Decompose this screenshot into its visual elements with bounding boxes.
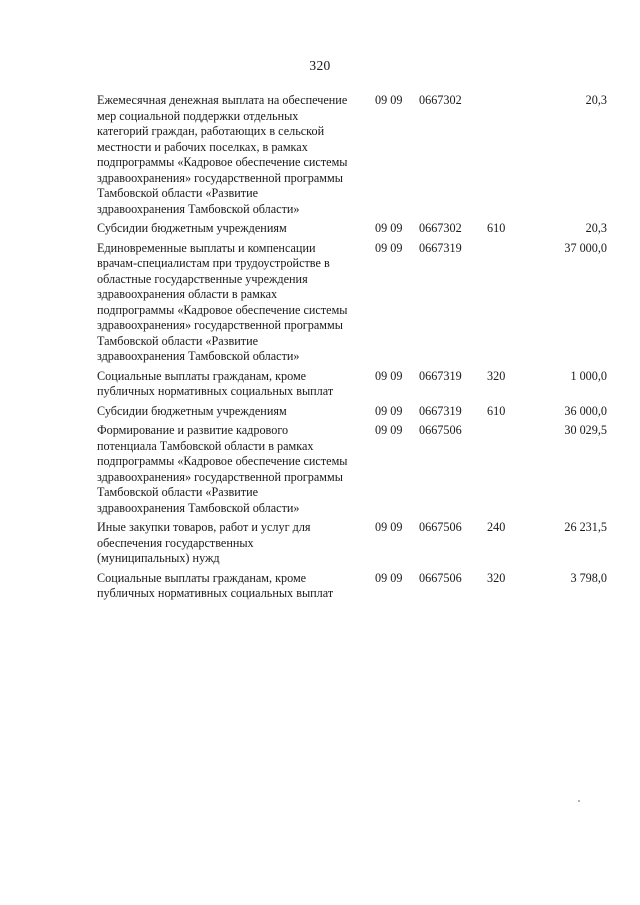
table-row — [97, 520, 607, 567]
row-section-code: 09 09 — [375, 368, 403, 383]
row-section-code: 09 09 — [375, 423, 403, 437]
row-target-code: 0667319 — [419, 368, 462, 383]
row-description: Иные закупки товаров, работ и услуг для обеспечения государственных (муниципальных) нужд — [97, 520, 311, 565]
row-section-code: 09 09 — [375, 520, 403, 534]
row-description: Субсидии бюджетным учреждениям — [97, 403, 287, 418]
row-amount: 20,3 — [585, 221, 607, 235]
row-expense-type: 610 — [487, 403, 506, 418]
table-row — [97, 423, 607, 516]
row-amount: 3 798,0 — [570, 570, 607, 585]
row-amount: 30 029,5 — [564, 423, 607, 437]
row-amount: 36 000,0 — [564, 403, 607, 418]
row-amount: 1 000,0 — [570, 368, 607, 383]
row-target-code: 0667302 — [419, 93, 462, 107]
row-section-code: 09 09 — [375, 93, 403, 107]
row-description: Формирование и развитие кадрового потенциала Тамбовской области в рамках подпрограммы «Кадровое обеспечение системы здравоохранения» государственной программы Тамбовской области «Развитие здравоохранения Тамбовской области» — [97, 423, 348, 515]
table-row — [97, 93, 607, 217]
scan-speck — [578, 800, 580, 802]
row-section-code: 09 09 — [375, 570, 403, 585]
row-amount: 37 000,0 — [564, 240, 607, 255]
row-section-code: 09 09 — [375, 240, 403, 255]
row-description: Ежемесячная денежная выплата на обеспечение мер социальной поддержки отдельных категорий граждан, работающих в сельской местности и рабочих поселках, в рамках подпрограммы «Кадровое обеспечение системы здравоохранения» государственной программы Тамбовской области «Развитие здравоохранения Тамбовской области» — [97, 93, 348, 216]
row-section-code: 09 09 — [375, 403, 403, 418]
row-target-code: 0667319 — [419, 403, 462, 418]
row-target-code: 0667506 — [419, 520, 462, 534]
table-row — [97, 369, 607, 400]
table-row — [97, 241, 607, 365]
row-section-code: 09 09 — [375, 221, 403, 235]
table-row — [97, 221, 607, 237]
table-row — [97, 571, 607, 602]
table-row — [97, 404, 607, 420]
row-expense-type: 320 — [487, 368, 506, 383]
row-target-code: 0667319 — [419, 240, 462, 255]
row-description: Единовременные выплаты и компенсации врачам-специалистам при трудоустройстве в областные государственные учреждения здравоохранения области в рамках подпрограммы «Кадровое обеспечение системы здравоохранения» государственной программы Тамбовской области «Развитие здравоохранения Тамбовской области» — [97, 240, 348, 363]
row-description: Социальные выплаты гражданам, кроме публичных нормативных социальных выплат — [97, 368, 334, 398]
row-amount: 26 231,5 — [564, 520, 607, 534]
row-expense-type: 610 — [487, 221, 506, 235]
page-number: 320 — [309, 58, 331, 73]
row-target-code: 0667506 — [419, 423, 462, 437]
row-amount: 20,3 — [585, 93, 607, 107]
row-expense-type: 240 — [487, 520, 506, 534]
row-description: Социальные выплаты гражданам, кроме публичных нормативных социальных выплат — [97, 570, 334, 600]
row-expense-type: 320 — [487, 570, 506, 585]
row-description: Субсидии бюджетным учреждениям — [97, 221, 287, 235]
row-target-code: 0667302 — [419, 221, 462, 235]
row-target-code: 0667506 — [419, 570, 462, 585]
budget-table — [97, 93, 607, 606]
